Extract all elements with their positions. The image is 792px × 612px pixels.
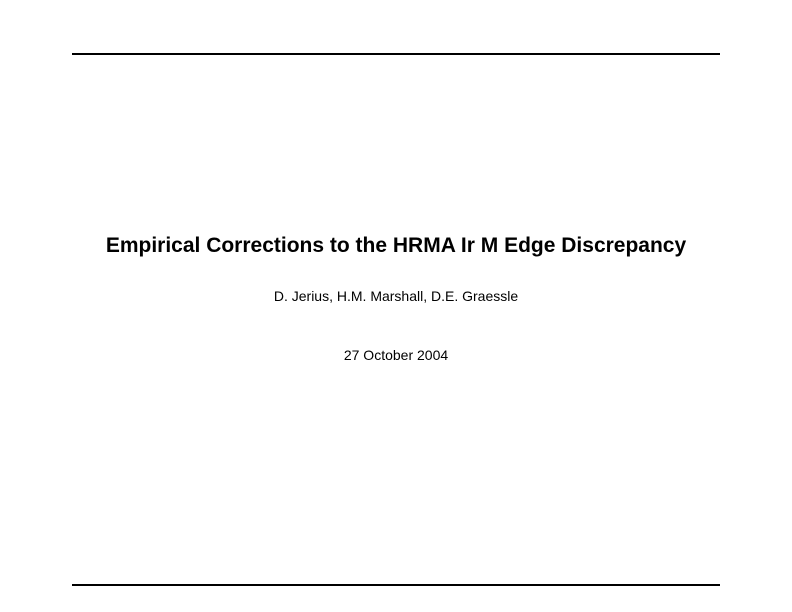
bottom-rule bbox=[72, 584, 720, 586]
author-list: D. Jerius, H.M. Marshall, D.E. Graessle bbox=[273, 288, 519, 304]
presentation-date: 27 October 2004 bbox=[343, 347, 449, 363]
slide-title: Empirical Corrections to the HRMA Ir M Edge Discrepancy bbox=[105, 234, 687, 257]
